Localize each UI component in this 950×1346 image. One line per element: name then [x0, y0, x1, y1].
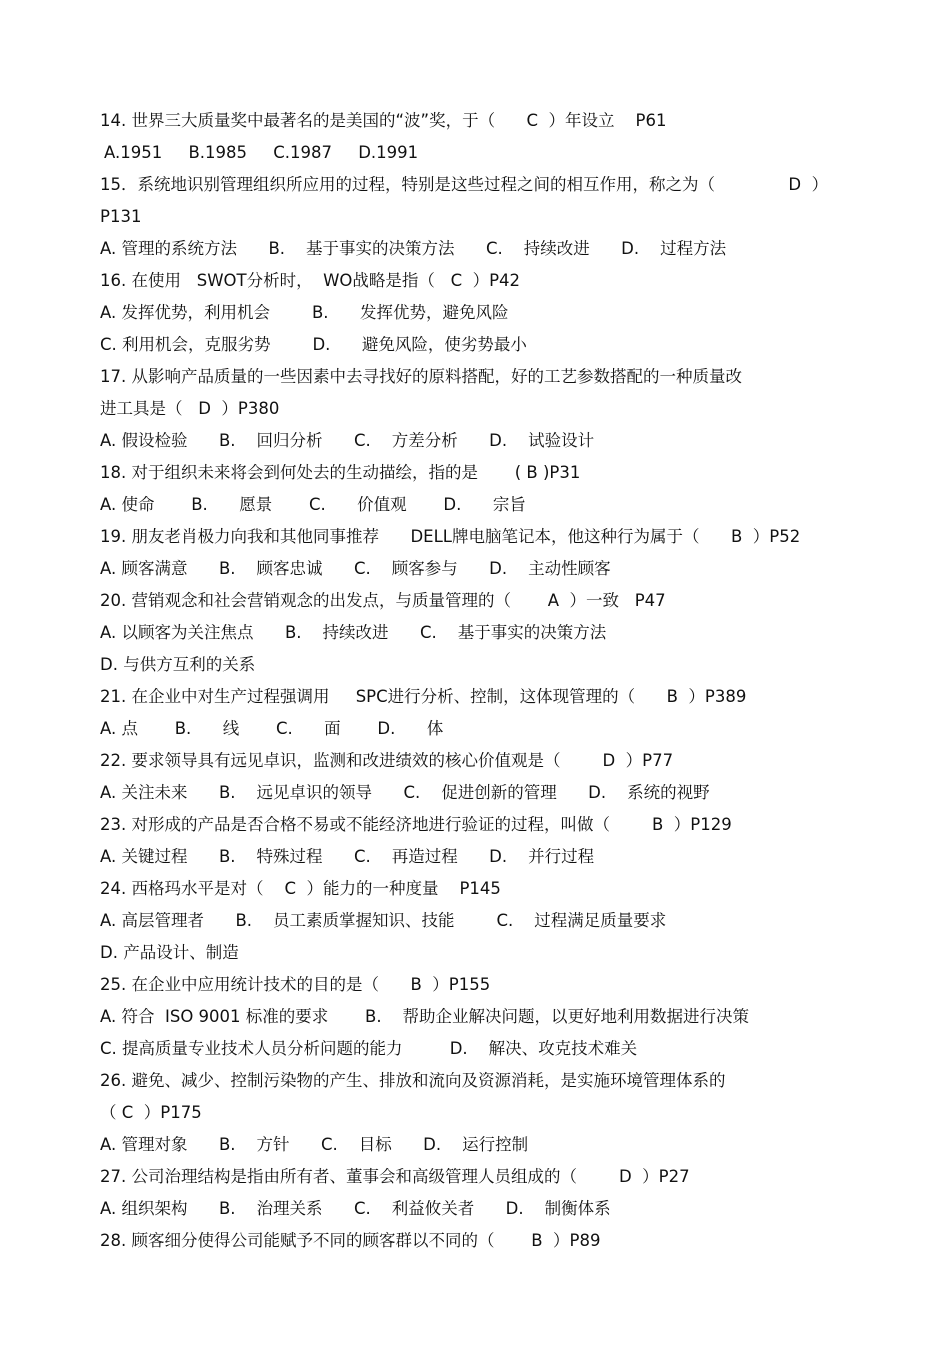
options-25-cd: C. 提高质量专业技术人员分析问题的能力 D. 解决、攻克技术难关 [100, 1039, 638, 1058]
question-18: 18. 对于组织未来将会到何处去的生动描绘，指的是 ( B )P31 [100, 463, 581, 482]
question-16: 16. 在使用 SWOT分析时， WO战略是指（ C ）P42 [100, 271, 521, 290]
question-26: 26. 避免、减少、控制污染物的产生、排放和流向及资源消耗，是实施环境管理体系的 [100, 1071, 726, 1090]
options-25-ab: A. 符合 ISO 9001 标准的要求 B. 帮助企业解决问题，以更好地利用数据进行决策 [100, 1007, 750, 1026]
options-18: A. 使命 B. 愿景 C. 价值观 D. 宗旨 [100, 495, 526, 514]
options-20-d: D. 与供方互利的关系 [100, 655, 256, 674]
options-23: A. 关键过程 B. 特殊过程 C. 再造过程 D. 并行过程 [100, 847, 595, 866]
question-25: 25. 在企业中应用统计技术的目的是（ B ）P155 [100, 975, 491, 994]
question-24: 24. 西格玛水平是对（ C ）能力的一种度量 P145 [100, 879, 501, 898]
question-15-page-ref: P131 [100, 207, 142, 226]
question-28: 28. 顾客细分使得公司能赋予不同的顾客群以不同的（ B ）P89 [100, 1231, 601, 1250]
question-22: 22. 要求领导具有远见卓识，监测和改进绩效的核心价值观是（ D ）P77 [100, 751, 674, 770]
options-17: A. 假设检验 B. 回归分析 C. 方差分析 D. 试验设计 [100, 431, 595, 450]
question-15: 15．系统地识别管理组织所应用的过程，特别是这些过程之间的相互作用，称之为（ D ） [100, 175, 829, 194]
question-27: 27. 公司治理结构是指由所有者、董事会和高级管理人员组成的（ D ）P27 [100, 1167, 690, 1186]
options-14: A.1951 B.1985 C.1987 D.1991 [104, 143, 419, 162]
question-17: 17. 从影响产品质量的一些因素中去寻找好的原料搭配，好的工艺参数搭配的一种质量改 [100, 367, 742, 386]
options-16-ab: A. 发挥优势，利用机会 B. 发挥优势，避免风险 [100, 303, 509, 322]
options-22: A. 关注未来 B. 远见卓识的领导 C. 促进创新的管理 D. 系统的视野 [100, 783, 710, 802]
question-21: 21. 在企业中对生产过程强调用 SPC进行分析、控制，这体现管理的（ B ）P389 [100, 687, 747, 706]
options-27: A. 组织架构 B. 治理关系 C. 利益攸关者 D. 制衡体系 [100, 1199, 611, 1218]
options-19: A. 顾客满意 B. 顾客忠诚 C. 顾客参与 D. 主动性顾客 [100, 559, 611, 578]
options-20-abc: A. 以顾客为关注焦点 B. 持续改进 C. 基于事实的决策方法 [100, 623, 607, 642]
question-20: 20. 营销观念和社会营销观念的出发点，与质量管理的（ A ）一致 P47 [100, 591, 666, 610]
options-24-abc: A. 高层管理者 B. 员工素质掌握知识、技能 C. 过程满足质量要求 [100, 911, 667, 930]
question-23: 23. 对形成的产品是否合格不易或不能经济地进行验证的过程，叫做（ B ）P129 [100, 815, 732, 834]
options-24-d: D. 产品设计、制造 [100, 943, 239, 962]
options-21: A. 点 B. 线 C. 面 D. 体 [100, 719, 444, 738]
options-15: A. 管理的系统方法 B. 基于事实的决策方法 C. 持续改进 D. 过程方法 [100, 239, 727, 258]
question-19: 19. 朋友老肖极力向我和其他同事推荐 DELL牌电脑笔记本，他这种行为属于（ B ）P52 [100, 527, 801, 546]
question-26-cont: （ C ）P175 [100, 1103, 202, 1122]
question-14: 14. 世界三大质量奖中最著名的是美国的“波”奖，于（ C ）年设立 P61 [100, 111, 667, 130]
options-26: A. 管理对象 B. 方针 C. 目标 D. 运行控制 [100, 1135, 529, 1154]
options-16-cd: C. 利用机会，克服劣势 D. 避免风险，使劣势最小 [100, 335, 527, 354]
question-17-cont: 进工具是（ D ）P380 [100, 399, 280, 418]
